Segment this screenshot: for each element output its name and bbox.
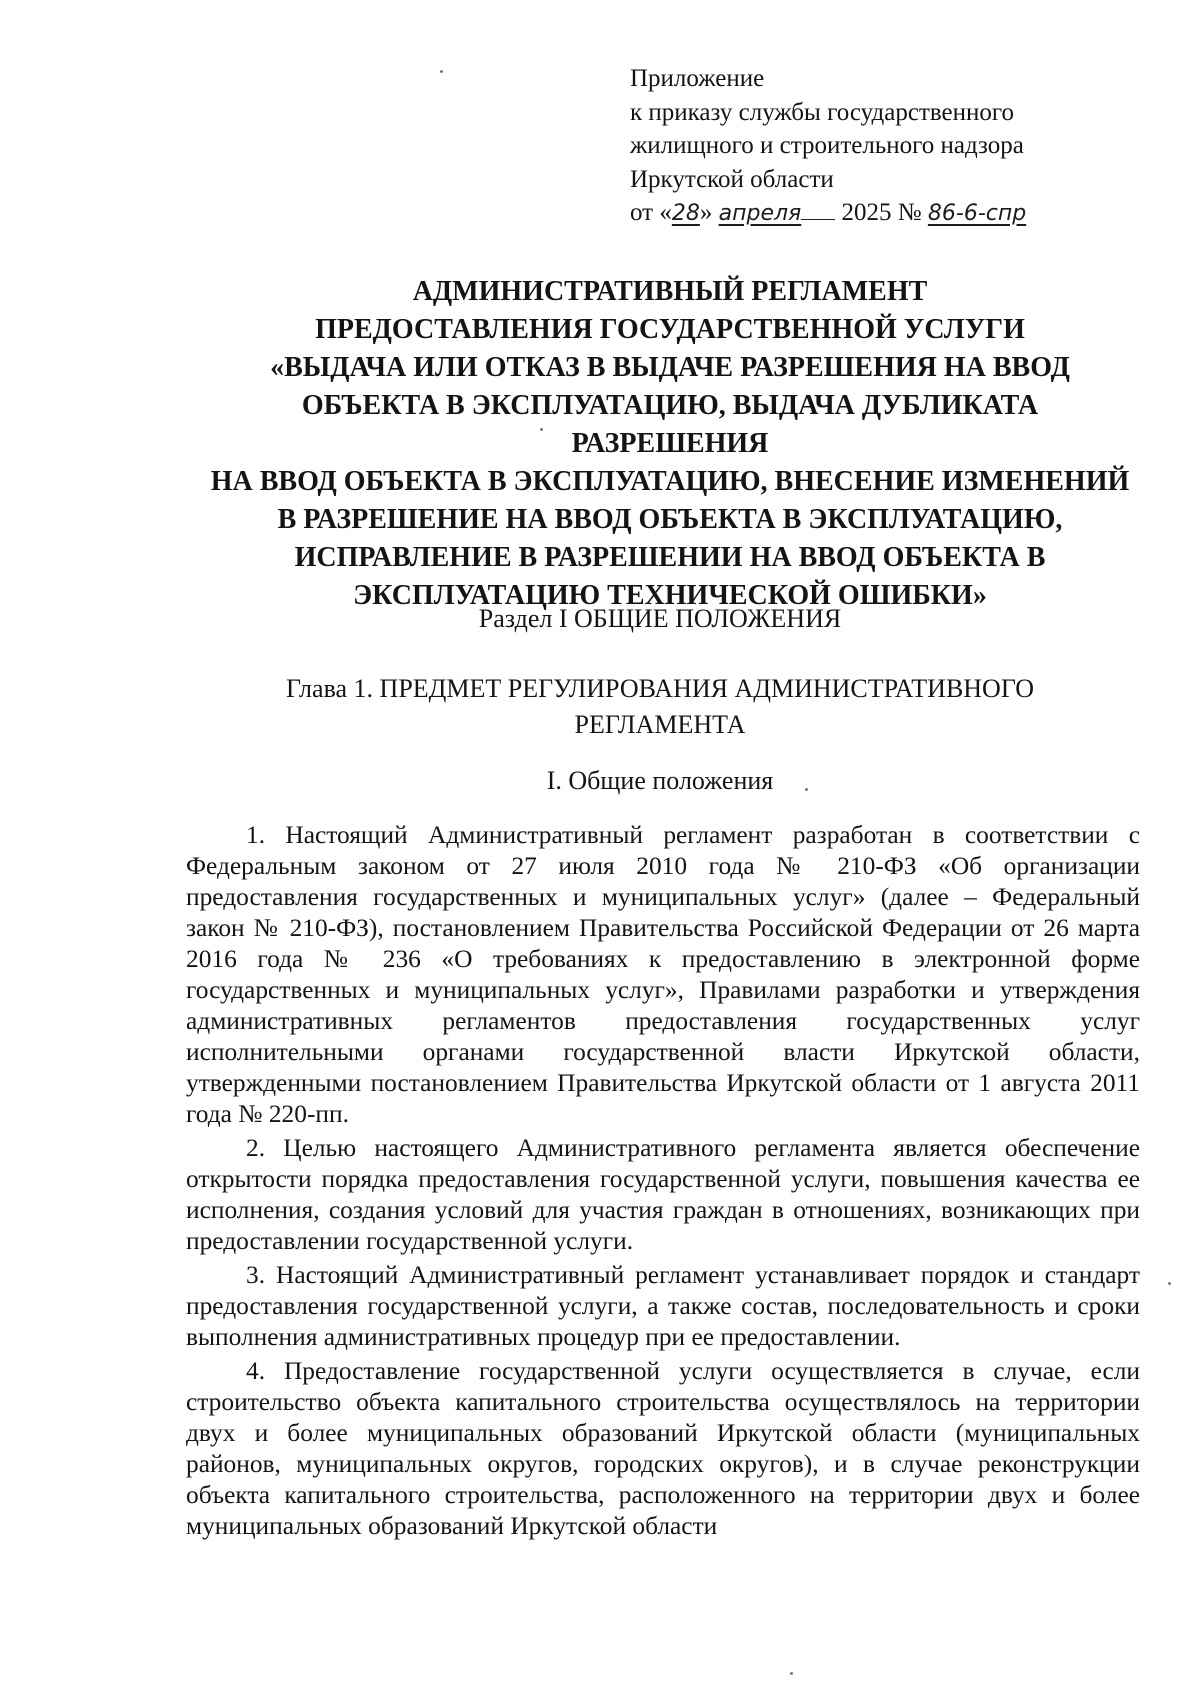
title-line: «ВЫДАЧА ИЛИ ОТКАЗ В ВЫДАЧЕ РАЗРЕШЕНИЯ НА ВВОД bbox=[270, 352, 1070, 383]
appendix-block bbox=[630, 62, 1100, 231]
scan-speck bbox=[1168, 1282, 1171, 1285]
appendix-order-line: к приказу службы государственного bbox=[630, 98, 1014, 126]
handwritten-day: 28 bbox=[671, 201, 700, 226]
title-line: ОБЪЕКТА В ЭКСПЛУАТАЦИЮ, ВЫДАЧА ДУБЛИКАТА bbox=[301, 390, 1039, 421]
section-heading: Раздел I ОБЩИЕ ПОЛОЖЕНИЯ bbox=[478, 604, 842, 633]
scan-speck bbox=[805, 788, 808, 791]
chapter-heading bbox=[130, 671, 1190, 743]
paragraph: 3. Настоящий Административный регламент устанавливает порядок и стандарт предоставления государственной услуги, а также состав, последовательность и сроки выполнения административных процедур при ее предоставлении. bbox=[186, 1261, 1140, 1351]
paragraph: 2. Целью настоящего Административного регламента является обеспечение открытости порядка предоставления государственной услуги, повышения качества ее исполнения, создания условий для участия граждан в отношениях, возникающих при предоставлении государственной услуги. bbox=[186, 1134, 1140, 1255]
title-line: ПРЕДОСТАВЛЕНИЯ ГОСУДАРСТВЕННОЙ УСЛУГИ bbox=[315, 314, 1025, 345]
scan-speck bbox=[790, 1672, 793, 1675]
appendix-date-line bbox=[630, 196, 1100, 231]
subheading: I. Общие положения bbox=[546, 766, 774, 795]
scan-speck bbox=[440, 70, 443, 73]
title-line: ИСПРАВЛЕНИЕ В РАЗРЕШЕНИИ НА ВВОД ОБЪЕКТА В bbox=[294, 542, 1046, 573]
title-line: В РАЗРЕШЕНИЕ НА ВВОД ОБЪЕКТА В ЭКСПЛУАТАЦИЮ, bbox=[277, 504, 1063, 535]
appendix-agency-line: жилищного и строительного надзора bbox=[630, 132, 1024, 159]
title-line: АДМИНИСТРАТИВНЫЙ РЕГЛАМЕНТ bbox=[412, 276, 928, 307]
date-day-suffix: » bbox=[699, 199, 713, 226]
chapter-heading-line: Глава 1. ПРЕДМЕТ РЕГУЛИРОВАНИЯ АДМИНИСТРАТИВНОГО bbox=[285, 674, 1034, 703]
document-title bbox=[120, 273, 1200, 615]
date-prefix: от « bbox=[630, 199, 672, 226]
handwritten-order-number: 86-6-спр bbox=[927, 201, 1027, 226]
scan-speck bbox=[540, 428, 543, 431]
document-body bbox=[186, 820, 1140, 1545]
chapter-heading-line: РЕГЛАМЕНТА bbox=[574, 710, 746, 739]
title-line: НА ВВОД ОБЪЕКТА В ЭКСПЛУАТАЦИЮ, ВНЕСЕНИЕ ИЗМЕНЕНИЙ bbox=[210, 466, 1130, 497]
appendix-label: Приложение bbox=[630, 65, 765, 92]
handwritten-month: апреля bbox=[718, 201, 802, 226]
paragraph: 1. Настоящий Административный регламент разработан в соответствии с Федеральным законом от 27 июля 2010 года № 210-ФЗ «Об организации предоставления государственных и муниципальных услуг» (далее – Федеральный закон № 210-ФЗ), постановлением Правительства Российской Федерации от 26 марта 2016 года № 236 «О требованиях к предоставлению в электронной форме государственных и муниципальных услуг», Правилами разработки и утверждения административных регламентов предоставления государственных услуг исполнительными органами государственной власти Иркутской области, утвержденными постановлением Правительства Иркутской области от 1 августа 2011 года № 220-пп. bbox=[186, 821, 1140, 1128]
paragraph: 4. Предоставление государственной услуги осуществляется в случае, если строительство объекта капитального строительства осуществлялось на территории двух и более муниципальных образований Иркутской области (муниципальных районов, муниципальных округов, городских округов), и в случае реконструкции объекта капитального строительства, расположенного на территории двух и более муниципальных образований Иркутской области bbox=[186, 1357, 1140, 1540]
date-year-number: 2025 № bbox=[841, 199, 922, 226]
appendix-region-line: Иркутской области bbox=[630, 165, 834, 193]
title-line: ЭКСПЛУАТАЦИЮ ТЕХНИЧЕСКОЙ ОШИБКИ» bbox=[353, 580, 987, 611]
title-line: РАЗРЕШЕНИЯ bbox=[571, 428, 769, 459]
